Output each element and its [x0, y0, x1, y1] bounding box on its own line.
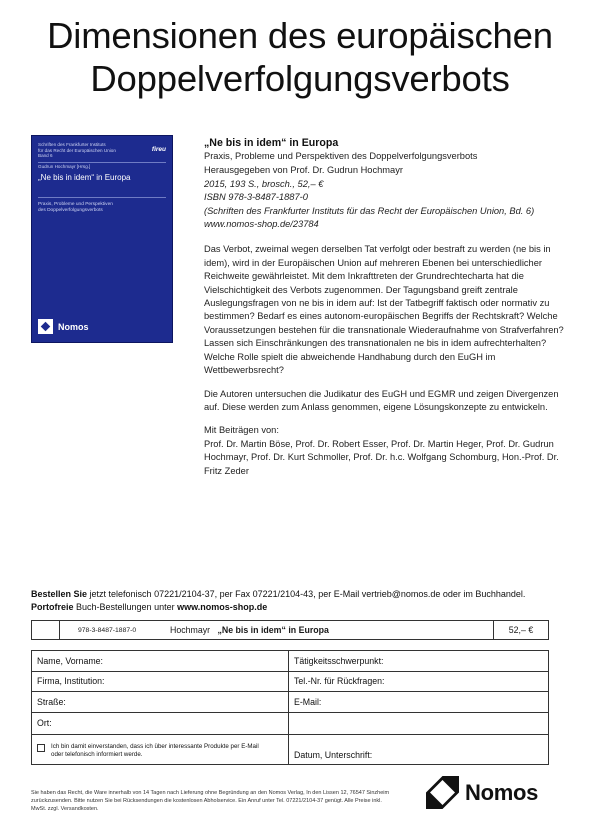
order-text: Buch-Bestellungen unter [73, 601, 178, 612]
order-text: jetzt telefonisch 07221/2104-37, per Fax 07221/2104-43, per E-Mail vertrieb@nomos.de oder im Buchhandel. [87, 589, 526, 599]
form-divider [32, 671, 548, 672]
book-meta: 2015, 193 S., brosch., 52,– € [204, 178, 324, 189]
quantity-field[interactable] [32, 621, 60, 639]
signature-field[interactable]: Datum, Unterschrift: [294, 750, 373, 760]
shop-link[interactable]: www.nomos-shop.de [177, 601, 268, 612]
phone-field[interactable]: Tel.-Nr. für Rückfragen: [294, 676, 385, 686]
consent-line: Ich bin damit einverstanden, dass ich über interessante Produkte per E-Mail [51, 743, 259, 750]
company-field[interactable]: Firma, Institution: [37, 676, 105, 686]
activity-field[interactable]: Tätigkeitsschwerpunkt: [294, 656, 384, 666]
footnote-line: zurückzusenden. Bitte nutzen Sie bei Rücksendungen die kostenlosen Abholservice. Ein Anruf unter Tel. 07221/2104-37 genügt. Alle Preise inkl. [31, 798, 382, 804]
cover-subtitle-line: Praxis, Probleme und Perspektiven [38, 202, 113, 207]
cover-series-logo: fireu [151, 146, 166, 153]
order-row-isbn: 978-3-8487-1887-0 [78, 626, 137, 634]
order-row-book: „Ne bis in idem“ in Europa [217, 625, 329, 635]
street-field[interactable]: Straße: [37, 697, 66, 707]
cover-editor: Gudrun Hochmayr [Hrsg.] [38, 164, 91, 169]
email-field[interactable]: E-Mail: [294, 697, 322, 707]
city-field[interactable]: Ort: [37, 718, 52, 728]
cover-divider [38, 197, 166, 198]
book-details [204, 136, 564, 478]
cover-subtitle-line: des Doppelverfolgungsverbots [38, 208, 103, 213]
form-divider [32, 734, 548, 735]
book-series: (Schriften des Frankfurter Instituts für das Recht der Europäischen Union, Bd. 6) [204, 205, 535, 216]
book-editor: Herausgegeben von Prof. Dr. Gudrun Hochmayr [204, 165, 403, 176]
cover-series-line: Schriften des Frankfurter Instituts [38, 142, 106, 147]
book-subtitle: Praxis, Probleme und Perspektiven des Doppelverfolgungsverbots [204, 151, 478, 161]
page-title [0, 14, 600, 100]
order-info [31, 588, 571, 613]
nomos-logo-icon [426, 776, 459, 809]
cover-series [38, 142, 142, 159]
book-isbn: ISBN 978-3-8487-1887-0 [204, 192, 308, 203]
book-url[interactable]: www.nomos-shop.de/23784 [204, 219, 319, 230]
order-form [31, 650, 549, 765]
order-row-author: Hochmayr [170, 625, 211, 635]
cover-subtitle [38, 202, 158, 214]
cover-divider [38, 162, 166, 163]
book-description: Die Autoren untersuchen die Judikatur des EuGH und EGMR und zeigen Divergenzen auf. Diese werden zum Anlass genommen, eigene Lösungskonzepte zu entwickeln. [204, 388, 559, 412]
nomos-logo-icon [38, 319, 53, 334]
name-field[interactable]: Name, Vorname: [37, 656, 104, 666]
book-cover [31, 135, 173, 343]
form-divider [32, 691, 548, 692]
book-description: Das Verbot, zweimal wegen derselben Tat verfolgt oder bestraft zu werden (ne bis in idem), wird in der Europäischen Union auf mehreren Ebenen bei unterschiedlicher Reichweite gewährleistet. Mit dem Inkrafttreten der Grundrechtecharta hat die Vielschichtigkeit des Verbots zugenommen. Der Tagungsband greift zentrale Auslegungsfragen von ne bis in idem auf: Ist der Tatbegriff faktisch oder normativ zu bestimmen? Bedarf es eines autonom-europäischen Begriffs der Rechtskraft? Welche Voraussetzungen bestehen für die transnationale Wiederaufnahme von Strafverfahren? Lassen sich Einschränkungen des transnationalen ne bis in idem aufrechterhalten? Welche Rolle spielt die abweichende Handhabung durch den EuGH im Wettbewerbsrecht? [204, 244, 564, 376]
order-row [31, 620, 549, 640]
form-divider [288, 651, 289, 764]
publisher-name: Nomos [465, 779, 539, 805]
order-bold: Portofreie [31, 601, 74, 612]
cover-publisher-logo [38, 319, 89, 334]
title-line-2: Doppelverfolgungsverbots [90, 58, 510, 99]
order-row-price: 52,– € [493, 621, 548, 639]
cover-title: „Ne bis in idem“ in Europa [38, 173, 131, 182]
consent-text [51, 743, 259, 759]
book-title: „Ne bis in idem“ in Europa [204, 137, 339, 149]
footnote-line: Sie haben das Recht, die Ware innerhalb von 14 Tagen nach Lieferung ohne Begründung an den Nomos Verlag, In den Lissen 12, 76547 Sinzheim [31, 790, 390, 796]
cover-series-line: für das Recht der Europäischen Union [38, 147, 116, 153]
cover-publisher: Nomos [58, 321, 89, 332]
consent-checkbox[interactable] [37, 744, 45, 752]
footnote-line: MwSt. zzgl. Versandkosten. [31, 806, 99, 812]
title-line-1: Dimensionen des europäischen [47, 15, 553, 56]
publisher-logo [426, 776, 538, 809]
contributors-list: Prof. Dr. Martin Böse, Prof. Dr. Robert Esser, Prof. Dr. Martin Heger, Prof. Dr. Gudrun Hochmayr, Prof. Dr. Kurt Schmoller, Prof. Dr. h.c. Wolfgang Schomburg, Hon.-Prof. Dr. Fritz Zeder [204, 438, 559, 476]
contributors-label: Mit Beiträgen von: [204, 425, 279, 436]
consent-line: oder telefonisch informiert werde. [51, 751, 143, 758]
form-divider [32, 712, 548, 713]
consent-option[interactable] [37, 743, 287, 759]
cover-series-line: Band 6 [38, 153, 53, 159]
order-bold: Bestellen Sie [31, 589, 88, 599]
order-row-title [170, 625, 493, 635]
legal-footnote [31, 789, 411, 813]
